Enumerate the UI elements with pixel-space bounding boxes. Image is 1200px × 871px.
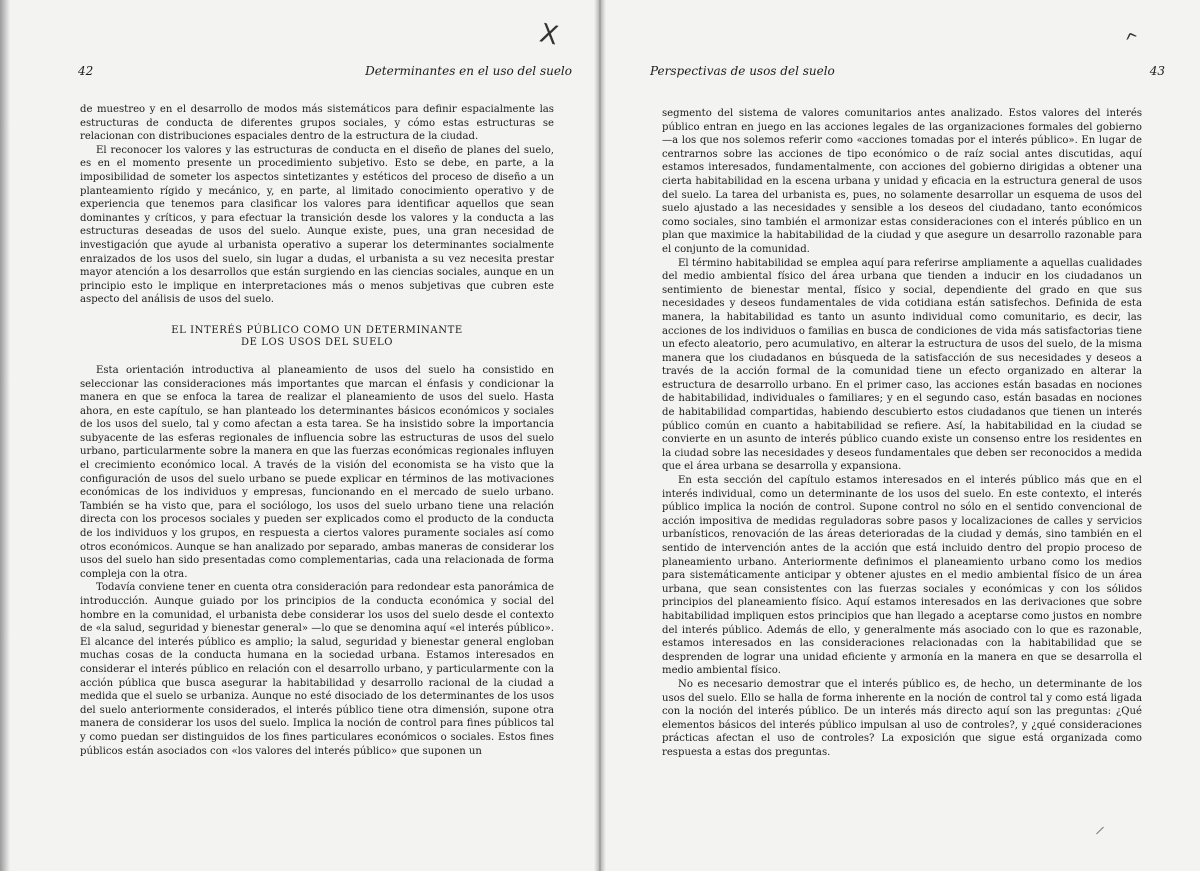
left-page <box>20 0 590 871</box>
left-page-body <box>80 103 554 758</box>
section-heading-line-2: DE LOS USOS DEL SUELO <box>240 337 394 349</box>
page-number: 42 <box>78 64 94 78</box>
paragraph: Esta orientación introductiva al planeamiento de usos del suelo ha consistido en seleccionar las consideraciones más importantes que marcan el énfasis y condicionar la manera en que se enfoca la tarea de realizar el planeamiento de usos del suelo. Hasta ahora, en este capítulo, se han planteado los determinantes básicos económicos y sociales de los usos del suelo, tal y como afectan a esta tarea. Se ha insistido sobre la importancia subyacente de las esferas regionales de influencia sobre las estructuras de usos del suelo urbano, particularmente sobre la manera en que las fuerzas económicas regionales influyen el crecimiento económico local. A través de la visión del economista se ha visto que la configuración de usos del suelo urbano se puede explicar en términos de las motivaciones económicas de los individuos y empresas, funcionando en el mercado de suelo urbano. También se ha visto que, para el sociólogo, los usos del suelo urbano tiene una relación directa con los procesos sociales y pueden ser explicados como el producto de la conducta de los individuos y los grupos, en respuesta a ciertos valores puramente sociales así como otros económicos. Aunque se han analizado por separado, ambas maneras de considerar los usos del suelo han sido presentadas como complementarias, cada una relacionada de forma compleja con la otra. <box>80 364 554 580</box>
section-heading-line-1: EL INTERÉS PÚBLICO COMO UN DETERMINANTE <box>171 324 463 336</box>
paragraph: de muestreo y en el desarrollo de modos más sistemáticos para definir espacialmente las estructuras de conducta de diferentes grupos sociales, y cómo estas estructuras se relacionan con distribuciones espaciales dentro de la estructura de la ciudad. <box>80 104 554 143</box>
running-title: Determinantes en el uso del suelo <box>365 64 572 78</box>
paragraph: Todavía conviene tener en cuenta otra consideración para redondear esta panorámica de introducción. Aunque guiado por los principios de la conducta económica y social del hombre en la comunidad, el urbanista debe considerar los usos del suelo desde el contexto de «la salud, seguridad y bienestar general» —lo que se denomina aquí «el interés público». El alcance del interés público es amplio; la salud, seguridad y bienestar general engloban muchas cosas de la conducta humana en la sociedad urbana. Estamos interesados en considerar el interés público en relación con el desarrollo urbano, y particularmente con la acción pública que busca asegurar la habitabilidad y desarrollo racional de la ciudad a medida que el suelo se urbaniza. Aunque no esté disociado de los determinantes de los usos del suelo anteriormente considerados, el interés público tiene otra dimensión, supone otra manera de considerar los usos del suelo. Implica la noción de control para fines públicos tal y como puedan ser distinguidos de los fines particulares económicos o sociales. Estos fines públicos están asociados con «los valores del interés público» que suponen un <box>80 582 554 757</box>
paragraph: El término habitabilidad se emplea aquí para referirse ampliamente a aquellas cualidades del medio ambiental físico del área urbana que tienden a inducir en los ciudadanos un sentimiento de bienestar mental, físico y social, dependiente del grado en que sus necesidades y deseos fundamentales de vida cotidiana están satisfechos. Definida de esta manera, la habitabilidad es tanto un asunto individual como comunitario, es decir, las acciones de los individuos o familias en busca de condiciones de vida más satisfactorias tiene un efecto aleatorio, pero acumulativo, en alterar la estructura de usos del suelo, de la misma manera que los ciudadanos en búsqueda de la satisfacción de sus necesidades y deseos a través de la acción formal de la comunidad tiene un efecto organizado en alterar la estructura de desarrollo urbano. En el primer caso, las acciones están basadas en nociones de habitabilidad, individuales o familiares; y en el segundo caso, están basadas en nociones de habitabilidad compartidas, habiendo descubierto estos ciudadanos que tienen un interés público común en cuanto a habitabilidad se refiere. Así, la habitabilidad en la ciudad se convierte en un asunto de interés público cuando existe un consenso entre los residentes en la ciudad sobre las necesidades y deseos fundamentales que deben ser reconocidos a medida que el área urbana se desarrolla y expansiona. <box>662 257 1142 473</box>
right-page-body <box>662 107 1142 760</box>
right-page-header <box>610 64 1185 86</box>
running-title: Perspectivas de usos del suelo <box>650 64 835 78</box>
left-page-header <box>20 64 590 86</box>
right-page <box>610 0 1185 871</box>
handwritten-x-mark: X <box>537 18 561 52</box>
book-gutter <box>594 0 606 871</box>
handwritten-caret-mark: ^ <box>1121 28 1144 53</box>
paragraph: segmento del sistema de valores comunitarios antes analizado. Estos valores del interés público entran en juego en las acciones legales de las organizaciones formales del gobierno —a los que nos solemos referir como «acciones tomadas por el interés público». En lugar de centrarnos sobre las acciones de tipo económico o de raíz social antes discutidas, aquí estamos interesados, fundamentalmente, con acciones del gobierno dirigidas a obtener una cierta habitabilidad en la escena urbana y unidad y eficacia en la estructura general de usos del suelo. La tarea del urbanista es, pues, no solamente desarrollar un esquema de usos del suelo ajustado a las necesidades y sensible a los deseos del ciudadano, tanto económicos como sociales, sino también el armonizar estas consideraciones con el interés público en un plan que maximice la habitabilidad de la ciudad y que asegure un desarrollo razonable para el conjunto de la comunidad. <box>662 108 1142 255</box>
left-page-edge-shadow <box>0 0 10 871</box>
paragraph: El reconocer los valores y las estructuras de conducta en el diseño de planes del suelo, es en el momento presente un procedimiento subjetivo. Esto se debe, en parte, a la imposibilidad de someter los aspectos sintetizantes y estéticos del proceso de diseño a un planteamiento rígido y mecánico, y, en parte, al limitado conocimiento operativo y de experiencia que tenemos para clasificar los valores para identificar aquellos que sean dominantes y críticos, y para efectuar la transición desde los valores y la conducta a las estructuras deseadas de usos del suelo. Aunque existe, pues, una gran necesidad de investigación que ayude al urbanista operativo a superar los determinantes socialmente enraizados de los usos del suelo, sin lugar a dudas, el urbanista a su vez necesita prestar mayor atención a los desarrollos que están surgiendo en las ciencias sociales, aunque en un principio esto le implique en interpretaciones más o menos subjetivas que cubren este aspecto del análisis de usos del suelo. <box>80 144 554 306</box>
section-heading <box>80 325 554 350</box>
paragraph: No es necesario demostrar que el interés público es, de hecho, un determinante de los usos del suelo. Ello se halla de forma inherente en la noción de control tal y como está ligada con la noción del interés público. De un interés más directo aquí son las preguntas: ¿Qué elementos básicos del interés público impulsan al uso de controles?, y ¿qué consideraciones prácticas afectan el uso de controles? La exposición que sigue está organizada como respuesta a estas dos preguntas. <box>662 678 1142 758</box>
page-number: 43 <box>1149 64 1165 78</box>
paragraph: En esta sección del capítulo estamos interesados en el interés público más que en el interés individual, como un determinante de los usos del suelo. En este contexto, el interés público implica la noción de control. Supone control no sólo en el sentido convencional de acción impositiva de medidas reguladoras sobre pasos y localizaciones de calles y servicios urbanísticos, renovación de las áreas deterioradas de la ciudad y demás, sino también en el sentido de intervención antes de la acción que está incluido dentro del propio proceso de planeamiento urbano. Anteriormente definimos el planeamiento urbano como los medios para sistemáticamente anticipar y obtener ajustes en el medio ambiental físico de un área urbana, que sean consistentes con las fuerzas sociales y económicas y con los sólidos principios del planeamiento físico. Aquí estamos interesados en las derivaciones que sobre habitabilidad impliquen estos principios que han llegado a aceptarse como justos en nombre del interés público. Además de ello, y generalmente más asociado con lo que es razonable, estamos interesados en las consideraciones relacionadas con la habitabilidad que se desprenden de lograr una unidad eficiente y armonía en la manera en que se desarrolla el medio ambiental físico. <box>662 475 1142 677</box>
